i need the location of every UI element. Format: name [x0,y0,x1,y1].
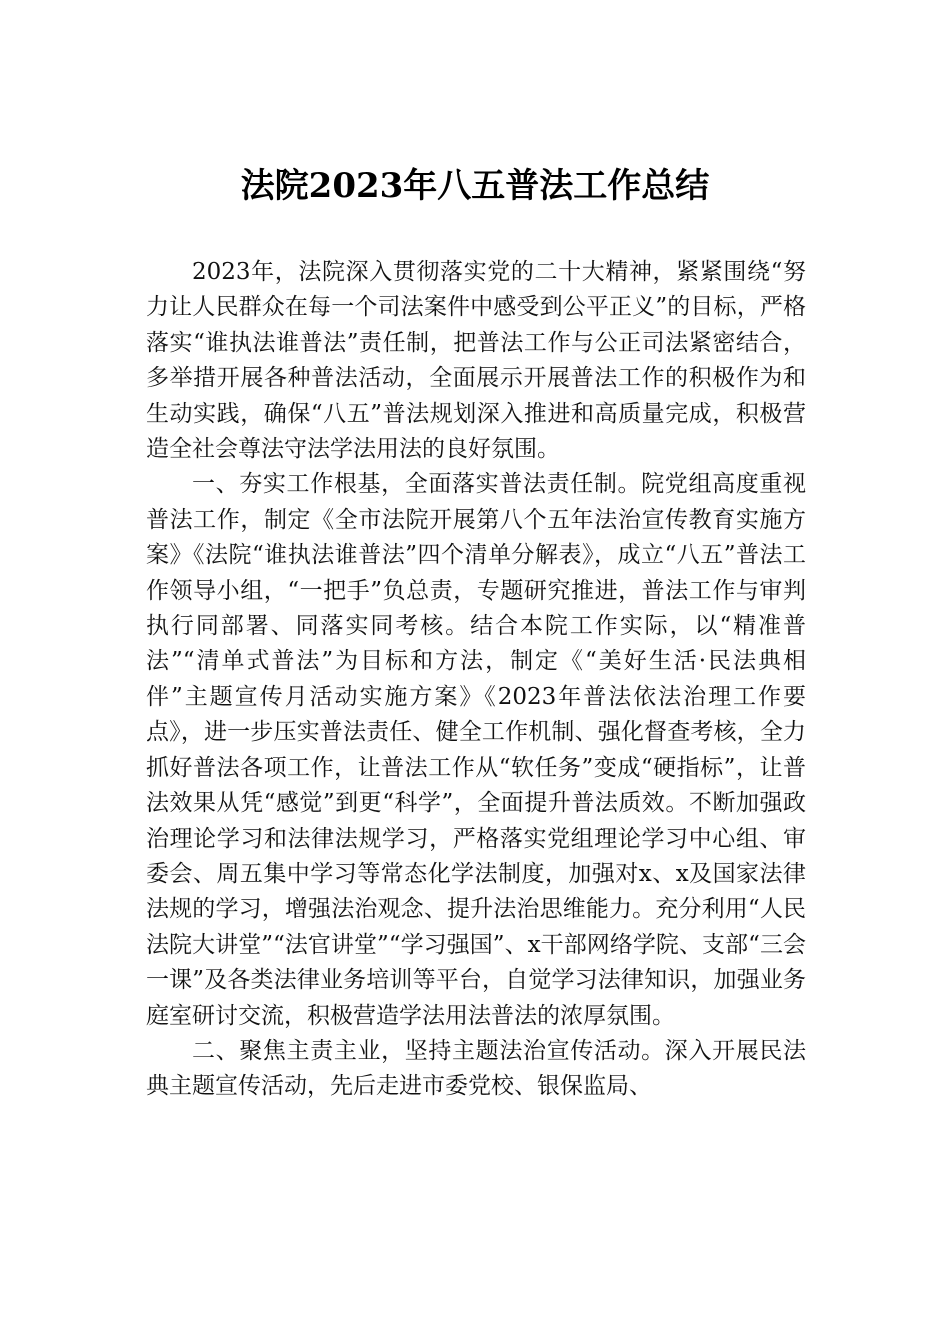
section-one-paragraph: 一、夯实工作根基，全面落实普法责任制。院党组高度重视普法工作，制定《全市法院开展第八个五年法治宣传教育实施方案》《法院“谁执法谁普法”四个清单分解表》，成立“八五”普法工作领导小组，“一把手”负总责，专题研究推进，普法工作与审判执行同部署、同落实同考核。结合本院工作实际，以“精准普法”“清单式普法”为目标和方法，制定《“美好生活·民法典相伴”主题宣传月活动实施方案》《2023年普法依法治理工作要点》，进一步压实普法责任、健全工作机制、强化督查考核，全力抓好普法各项工作，让普法工作从“软任务”变成“硬指标”，让普法效果从凭“感觉”到更“科学”，全面提升普法质效。不断加强政治理论学习和法律法规学习，严格落实党组理论学习中心组、审委会、周五集中学习等常态化学法制度，加强对x、x及国家法律法规的学习，增强法治观念、提升法治思维能力。充分利用“人民法院大讲堂”“法官讲堂”“学习强国”、x干部网络学院、支部“三会一课”及各类法律业务培训等平台，自觉学习法律知识，加强业务庭室研讨交流，积极营造学法用法普法的浓厚氛围。 [146,471,806,1029]
intro-paragraph: 2023年，法院深入贯彻落实党的二十大精神，紧紧围绕“努力让人民群众在每一个司法案件中感受到公平正义”的目标，严格落实“谁执法谁普法”责任制，把普法工作与公正司法紧密结合，多举措开展各种普法活动，全面展示开展普法工作的积极作为和生动实践，确保“八五”普法规划深入推进和高质量完成，积极营造全社会尊法守法学法用法的良好氛围。 [146,259,806,463]
document-body [146,255,806,1105]
document-title: 法院2023年八五普法工作总结 [240,166,710,206]
section-two-paragraph: 二、聚焦主责主业，坚持主题法治宣传活动。深入开展民法典主题宣传活动，先后走进市委党校、银保监局、 [146,1037,806,1100]
